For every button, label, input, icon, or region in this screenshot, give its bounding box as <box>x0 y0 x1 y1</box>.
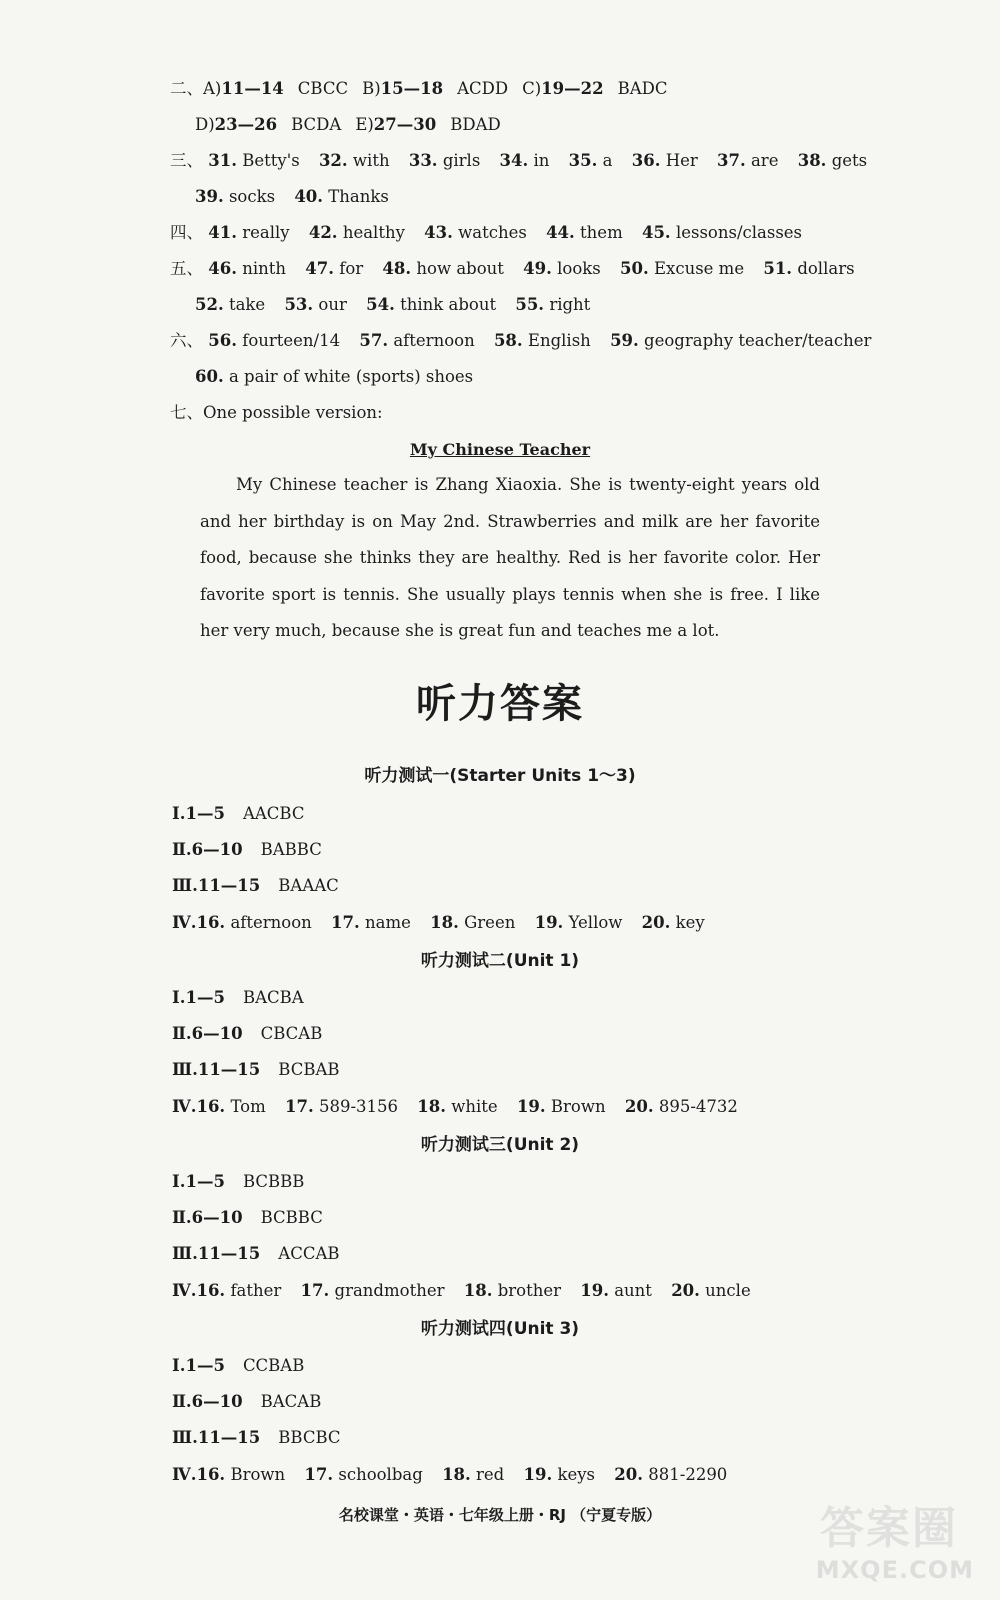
test-2-row-2: Ⅱ.6—10 CBCAB <box>172 1024 323 1043</box>
section-5-line-1: 五、 46. ninth 47. for 48. how about 49. looks 50. Excuse me 51. dollars <box>170 259 855 278</box>
section-3-line-1: 三、 31. Betty's 32. with 33. girls 34. in 35. a 36. Her 37. are 38. gets <box>170 151 868 170</box>
essay-title: My Chinese Teacher <box>409 440 591 459</box>
test-1-row-3: Ⅲ.11—15 BAAAC <box>172 876 339 895</box>
section-label: 七、 <box>170 403 203 422</box>
section-6-line-1: 六、 56. fourteen/14 57. afternoon 58. English 59. geography teacher/teacher <box>170 331 872 350</box>
listening-title: 听力答案 <box>416 681 584 727</box>
test-1-row-2: Ⅱ.6—10 BABBC <box>172 840 322 859</box>
section-label: 四、 <box>170 223 203 242</box>
test-4-title: 听力测试四(Unit 3) <box>420 1319 580 1339</box>
test-4-row-4: Ⅳ.16. Brown 17. schoolbag 18. red 19. keys 20. 881-2290 <box>172 1465 728 1484</box>
section-label: 二、A) <box>170 79 222 98</box>
section-4-line-1: 四、 41. really 42. healthy 43. watches 44. them 45. lessons/classes <box>170 223 803 242</box>
section-6-line-2: 60. a pair of white (sports) shoes <box>195 367 474 386</box>
test-4-row-2: Ⅱ.6—10 BACAB <box>172 1392 322 1411</box>
section-3-line-2: 39. socks 40. Thanks <box>195 187 389 206</box>
test-3-row-4: Ⅳ.16. father 17. grandmother 18. brother 19. aunt 20. uncle <box>172 1281 751 1300</box>
page-footer: 名校课堂・英语・七年级上册・RJ （宁夏专版） <box>338 1506 662 1524</box>
section-5-line-2: 52. take 53. our 54. think about 55. right <box>195 295 591 314</box>
section-label: 五、 <box>170 259 203 278</box>
test-1-title: 听力测试一(Starter Units 1～3) <box>364 766 636 786</box>
essay-body: My Chinese teacher is Zhang Xiaoxia. She is twenty-eight years old and her birthday is on May 2nd. Strawberries and milk are her favorite food, because she thinks they are healthy. Red is her favorite color. Her favorite sport is tennis. She usually plays tennis when she is free. I like her very much, because she is great fun and teaches me a lot. <box>200 475 820 640</box>
section-2-line-2: D)23—26 BCDA E)27—30 BDAD <box>195 115 501 134</box>
test-3-row-2: Ⅱ.6—10 BCBBC <box>172 1208 323 1227</box>
section-label: 三、 <box>170 151 203 170</box>
test-3-title: 听力测试三(Unit 2) <box>420 1135 580 1155</box>
test-2-row-4: Ⅳ.16. Tom 17. 589-3156 18. white 19. Brown 20. 895-4732 <box>172 1097 738 1116</box>
section-2-line-1: 二、A)11—14 CBCC B)15—18 ACDD C)19—22 BADC <box>170 79 668 98</box>
watermark-logo-icon: 答案圈 <box>820 1503 958 1554</box>
watermark <box>810 1500 980 1590</box>
test-1-row-4: Ⅳ.16. afternoon 17. name 18. Green 19. Yellow 20. key <box>172 913 705 932</box>
test-1-row-1: Ⅰ.1—5 AACBC <box>172 804 305 823</box>
test-2-row-3: Ⅲ.11—15 BCBAB <box>172 1060 340 1079</box>
test-3-row-1: Ⅰ.1—5 BCBBB <box>172 1172 305 1191</box>
watermark-text: MXQE.COM <box>815 1556 974 1584</box>
section-7-intro: 七、One possible version: <box>170 403 383 422</box>
section-label: 六、 <box>170 331 203 350</box>
test-2-title: 听力测试二(Unit 1) <box>420 951 580 971</box>
test-4-row-3: Ⅲ.11—15 BBCBC <box>172 1428 341 1447</box>
test-3-row-3: Ⅲ.11—15 ACCAB <box>172 1244 340 1263</box>
test-4-row-1: Ⅰ.1—5 CCBAB <box>172 1356 305 1375</box>
test-2-row-1: Ⅰ.1—5 BACBA <box>172 988 304 1007</box>
